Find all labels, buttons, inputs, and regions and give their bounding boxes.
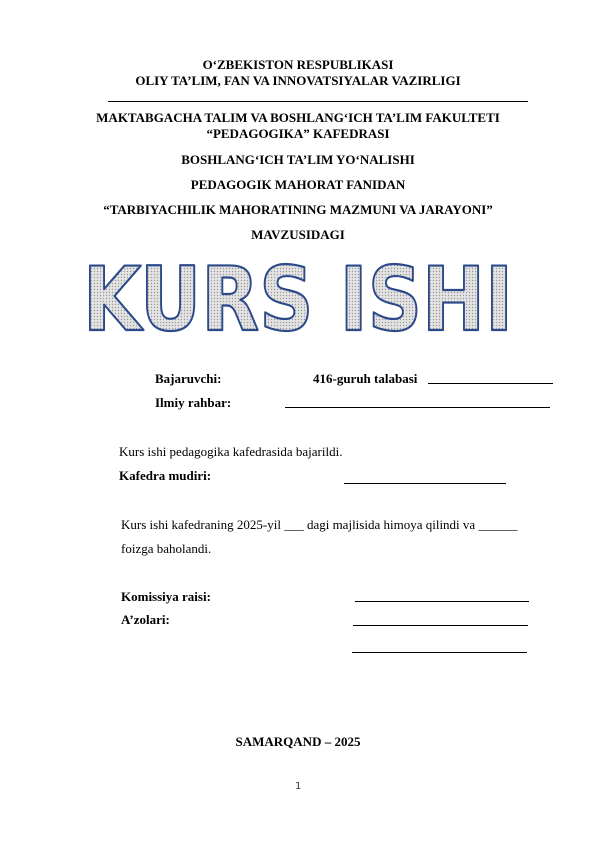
supervisor-signature-line bbox=[285, 407, 550, 408]
performer-group: 416-guruh talabasi bbox=[313, 371, 418, 386]
course-work-title bbox=[0, 252, 596, 342]
faculty-heading: MAKTABGACHA TALIM VA BOSHLANG‘ICH TA’LIM FAKULTETI bbox=[96, 110, 500, 125]
department-head-label: Kafedra mudiri: bbox=[119, 468, 212, 483]
defense-statement-end: foizga baholandi. bbox=[121, 541, 212, 556]
page-number: 1 bbox=[294, 781, 302, 792]
commission-chair-label: Komissiya raisi: bbox=[121, 589, 211, 604]
defense-statement: Kurs ishi kafedraning 2025-yil ___ dagi majlisida himoya qilindi va ______ bbox=[121, 517, 518, 532]
performer-signature-line bbox=[428, 383, 553, 384]
commission-member-line-1 bbox=[353, 625, 528, 626]
supervisor-label: Ilmiy rahbar: bbox=[155, 395, 232, 410]
header-divider bbox=[108, 101, 528, 102]
commission-member-line-2 bbox=[352, 652, 527, 653]
commission-members-label: A’zolari: bbox=[121, 612, 170, 627]
performer-label: Bajaruvchi: bbox=[155, 371, 222, 386]
subject-heading: PEDAGOGIK MAHORAT FANIDAN bbox=[190, 177, 406, 192]
topic-heading: “TARBIYACHILIK MAHORATINING MAZMUNI VA JARAYONI” bbox=[103, 202, 493, 217]
course-work-title-text: KURS ISHI bbox=[83, 252, 513, 342]
department-heading: “PEDAGOGIKA” KAFEDRASI bbox=[206, 126, 390, 141]
department-head-signature-line bbox=[344, 483, 506, 484]
commission-chair-signature-line bbox=[355, 601, 529, 602]
ministry-heading: OLIY TA’LIM, FAN VA INNOVATSIYALAR VAZIRLIGI bbox=[135, 73, 461, 88]
topic-suffix: MAVZUSIDAGI bbox=[251, 227, 345, 242]
department-note: Kurs ishi pedagogika kafedrasida bajarildi. bbox=[119, 444, 343, 459]
city-year: SAMARQAND – 2025 bbox=[235, 734, 361, 749]
direction-heading: BOSHLANG‘ICH TA’LIM YO‘NALISHI bbox=[181, 152, 415, 167]
country-heading: O‘ZBEKISTON RESPUBLIKASI bbox=[202, 57, 394, 72]
